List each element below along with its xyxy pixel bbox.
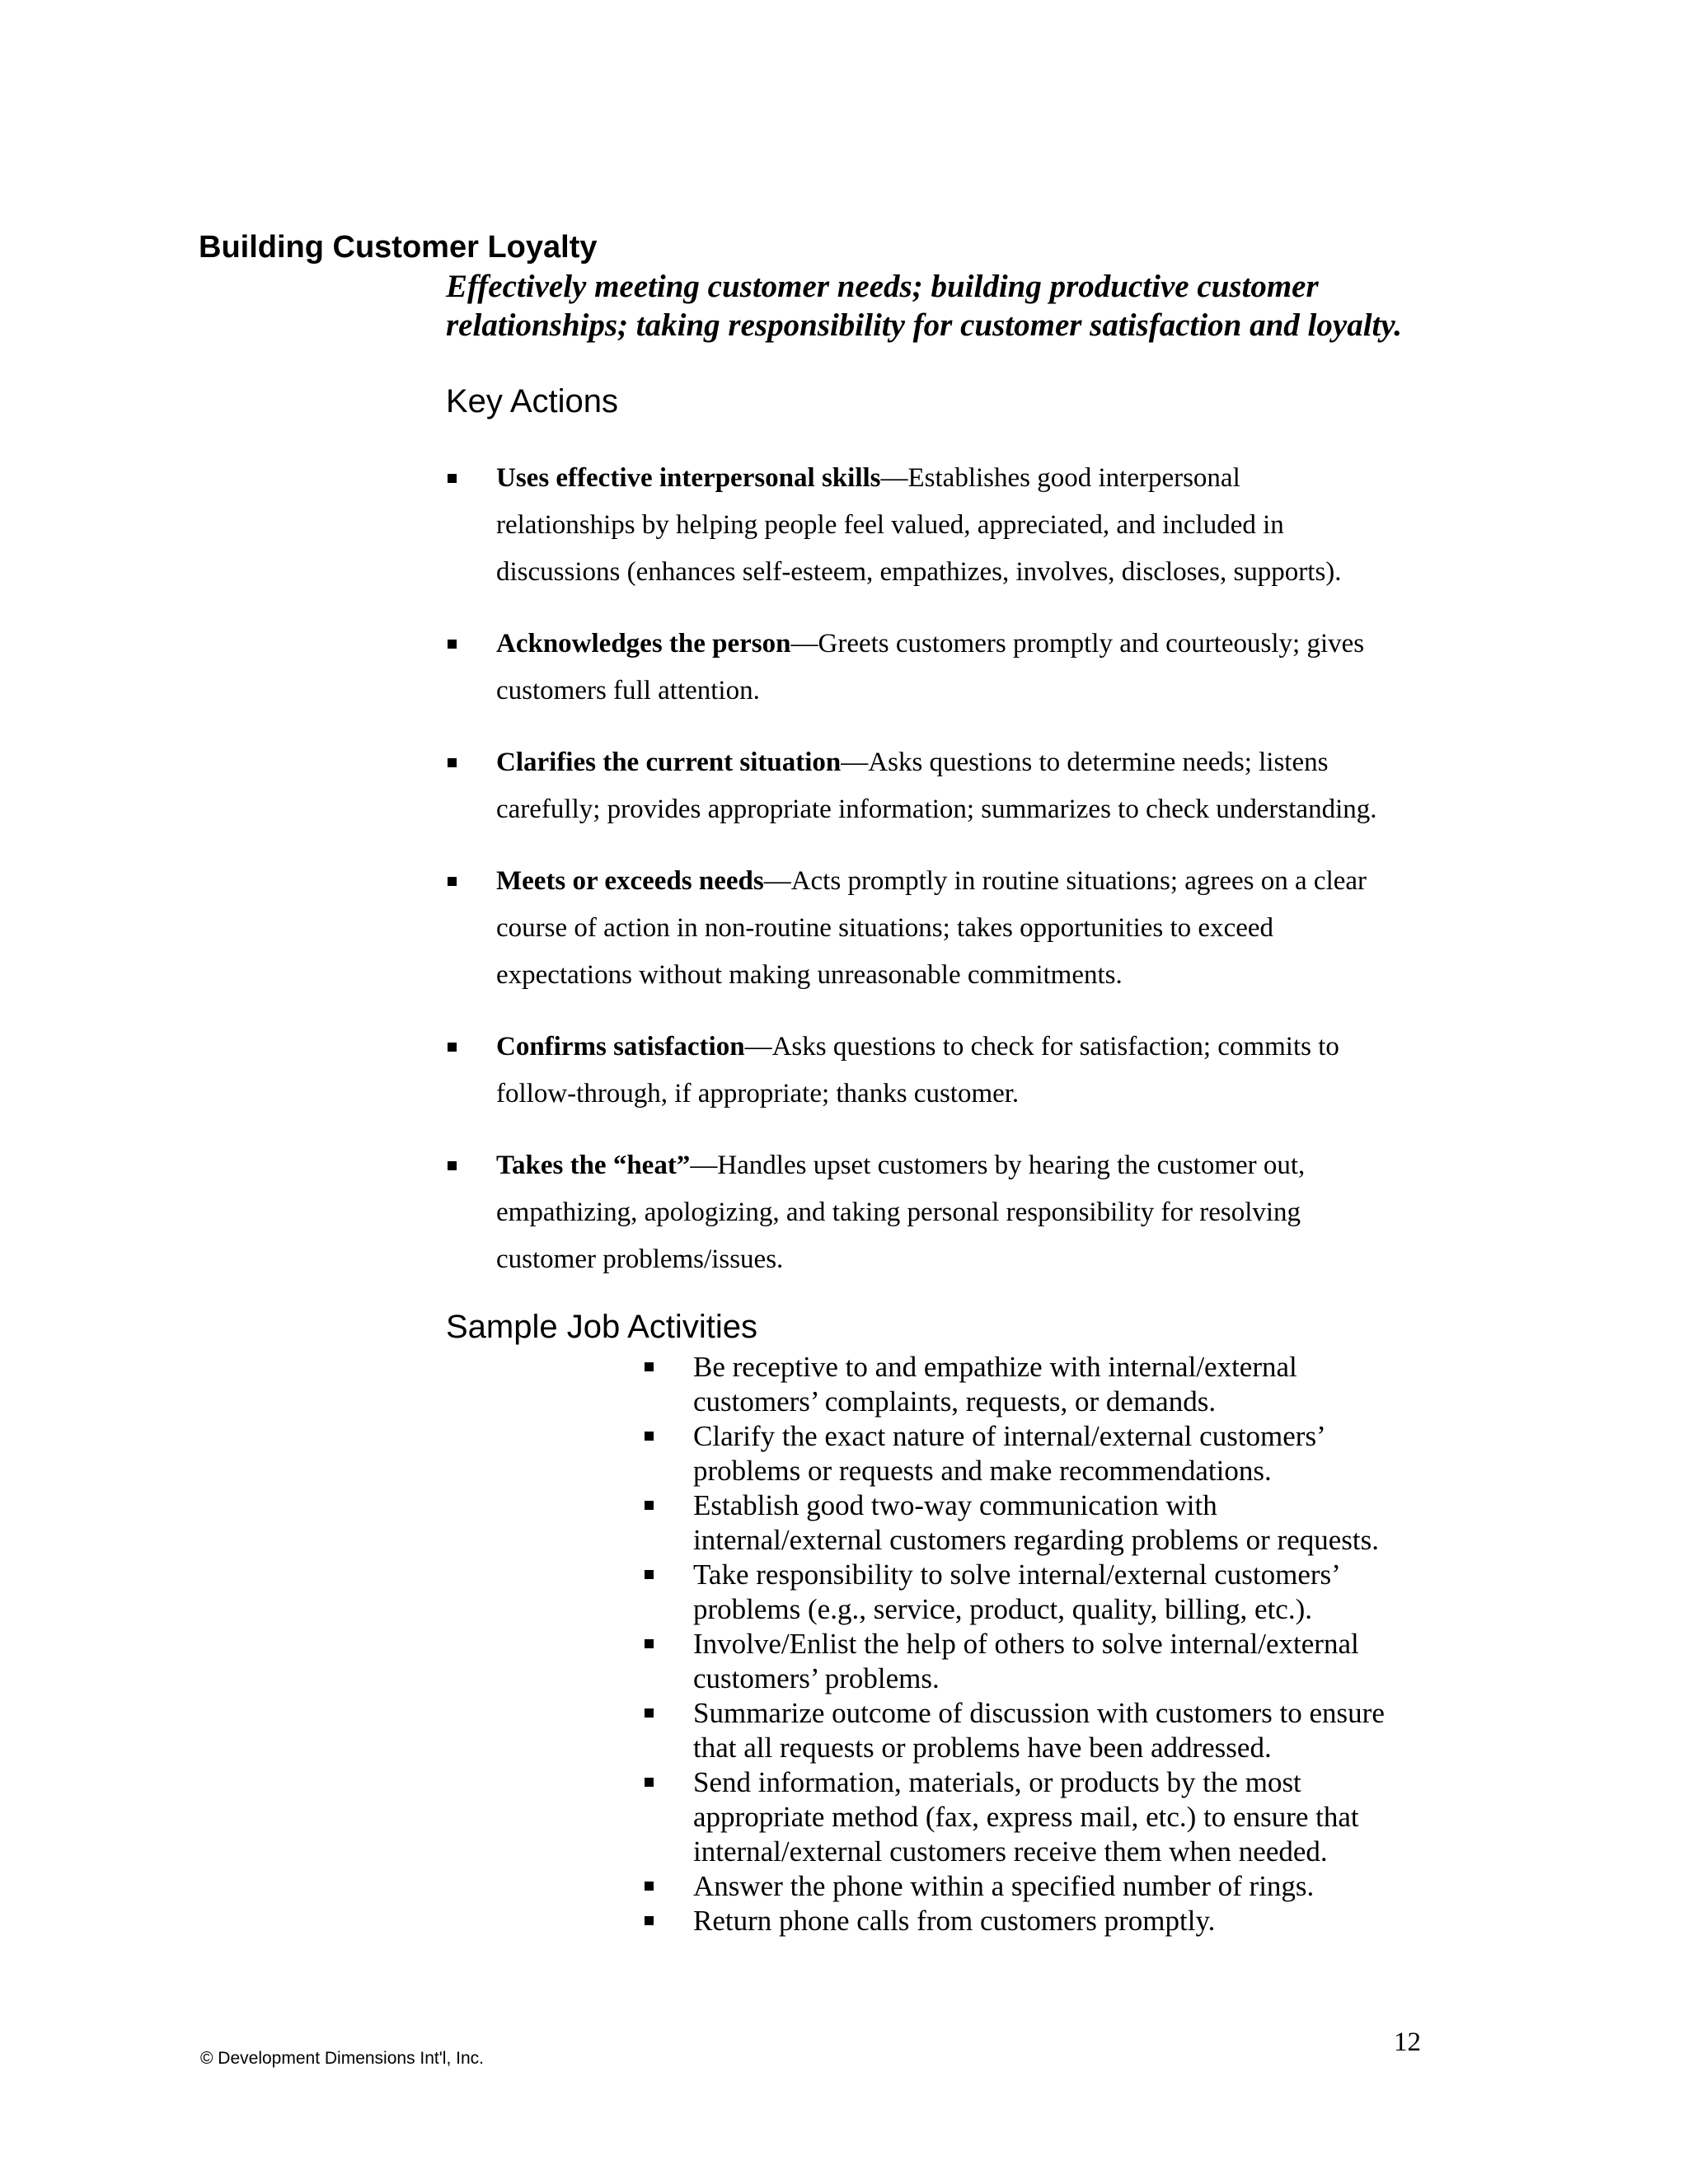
key-action-line bbox=[496, 621, 1476, 668]
activity-line: Take responsibility to solve internal/external customers’ bbox=[693, 1558, 1341, 1591]
activity-line: problems or requests and make recommendations. bbox=[693, 1455, 1272, 1487]
square-bullet-icon bbox=[645, 1778, 654, 1787]
activity-line: Send information, materials, or products by the most bbox=[693, 1766, 1301, 1798]
footer-copyright: © Development Dimensions Int'l, Inc. bbox=[200, 2049, 484, 2068]
square-bullet-icon bbox=[645, 1501, 654, 1510]
square-bullet-icon bbox=[645, 1916, 654, 1925]
key-action-term: Uses effective interpersonal skills bbox=[496, 463, 881, 493]
activity-line: Establish good two-way communication with bbox=[693, 1489, 1217, 1521]
activity-line: Summarize outcome of discussion with customers to ensure bbox=[693, 1697, 1385, 1729]
activity-line: Involve/Enlist the help of others to solve internal/external bbox=[693, 1628, 1359, 1660]
key-action-text: —Acts promptly in routine situations; agrees on a clear bbox=[763, 866, 1367, 896]
square-bullet-icon bbox=[448, 758, 457, 767]
key-action-term: Confirms satisfaction bbox=[496, 1032, 745, 1062]
activity-line: Be receptive to and empathize with internal/external bbox=[693, 1351, 1297, 1383]
activity-line: problems (e.g., service, product, quality, billing, etc.). bbox=[693, 1593, 1312, 1625]
square-bullet-icon bbox=[448, 640, 457, 649]
activity-item bbox=[645, 1904, 1469, 1938]
activity-item bbox=[645, 1350, 1469, 1419]
square-bullet-icon bbox=[448, 1043, 457, 1052]
key-action-line: relationships by helping people feel valued, appreciated, and included in bbox=[496, 510, 1284, 540]
key-action-item bbox=[446, 1024, 1476, 1118]
square-bullet-icon bbox=[645, 1570, 654, 1579]
key-action-line: empathizing, apologizing, and taking personal responsibility for resolving bbox=[496, 1197, 1301, 1227]
key-action-line: customer problems/issues. bbox=[496, 1244, 784, 1274]
key-action-text: —Greets customers promptly and courteously; gives bbox=[790, 629, 1365, 658]
key-action-text: —Asks questions to determine needs; listens bbox=[841, 748, 1329, 777]
key-action-item bbox=[446, 455, 1476, 596]
activity-line: appropriate method (fax, express mail, etc.) to ensure that bbox=[693, 1801, 1359, 1833]
key-action-text: —Establishes good interpersonal bbox=[880, 463, 1240, 493]
key-action-item bbox=[446, 621, 1476, 715]
activity-line: internal/external customers regarding problems or requests. bbox=[693, 1524, 1379, 1556]
competency-definition bbox=[446, 267, 1460, 344]
key-actions-heading: Key Actions bbox=[446, 383, 619, 419]
key-action-line: carefully; provides appropriate information; summarizes to check understanding. bbox=[496, 794, 1377, 824]
activity-item bbox=[645, 1558, 1469, 1627]
page-title: Building Customer Loyalty bbox=[199, 230, 598, 265]
square-bullet-icon bbox=[645, 1362, 654, 1371]
key-action-line bbox=[496, 455, 1476, 502]
square-bullet-icon bbox=[448, 877, 457, 886]
activity-item bbox=[645, 1696, 1469, 1765]
activity-line: customers’ problems. bbox=[693, 1662, 940, 1694]
key-action-line: discussions (enhances self-esteem, empathizes, involves, discloses, supports). bbox=[496, 557, 1342, 587]
activity-item bbox=[645, 1488, 1469, 1558]
definition-line: Effectively meeting customer needs; building productive customer bbox=[446, 269, 1319, 304]
key-action-text: —Handles upset customers by hearing the customer out, bbox=[690, 1151, 1306, 1180]
activity-line: Answer the phone within a specified number of rings. bbox=[693, 1870, 1315, 1902]
key-action-term: Takes the “heat” bbox=[496, 1151, 691, 1180]
sample-job-activities-list bbox=[645, 1350, 1469, 1938]
square-bullet-icon bbox=[645, 1708, 654, 1718]
activity-line: customers’ complaints, requests, or demands. bbox=[693, 1385, 1217, 1418]
square-bullet-icon bbox=[645, 1882, 654, 1891]
activity-item bbox=[645, 1627, 1469, 1696]
key-action-line bbox=[496, 858, 1476, 905]
key-actions-list bbox=[446, 455, 1476, 1308]
activity-line: that all requests or problems have been addressed. bbox=[693, 1732, 1272, 1764]
sample-job-activities-heading: Sample Job Activities bbox=[446, 1309, 757, 1345]
square-bullet-icon bbox=[448, 1161, 457, 1170]
activity-line: Clarify the exact nature of internal/external customers’ bbox=[693, 1420, 1326, 1452]
key-action-line: customers full attention. bbox=[496, 676, 760, 705]
key-action-term: Clarifies the current situation bbox=[496, 748, 842, 777]
key-action-line bbox=[496, 739, 1476, 786]
key-action-term: Meets or exceeds needs bbox=[496, 866, 764, 896]
key-action-line: expectations without making unreasonable commitments. bbox=[496, 960, 1123, 990]
key-action-item bbox=[446, 739, 1476, 833]
activity-line: Return phone calls from customers promptly. bbox=[693, 1905, 1216, 1937]
definition-line: relationships; taking responsibility for customer satisfaction and loyalty. bbox=[446, 307, 1402, 343]
square-bullet-icon bbox=[645, 1432, 654, 1441]
activity-item bbox=[645, 1419, 1469, 1488]
key-action-text: —Asks questions to check for satisfaction; commits to bbox=[744, 1032, 1339, 1062]
activity-item bbox=[645, 1869, 1469, 1904]
key-action-item bbox=[446, 1142, 1476, 1283]
key-action-line bbox=[496, 1024, 1476, 1071]
square-bullet-icon bbox=[448, 474, 457, 483]
key-action-line: course of action in non-routine situations; takes opportunities to exceed bbox=[496, 913, 1274, 943]
key-action-line bbox=[496, 1142, 1476, 1189]
key-action-line: follow-through, if appropriate; thanks customer. bbox=[496, 1079, 1020, 1108]
page-number: 12 bbox=[1394, 2027, 1421, 2057]
key-action-item bbox=[446, 858, 1476, 999]
activity-item bbox=[645, 1765, 1469, 1869]
square-bullet-icon bbox=[645, 1639, 654, 1648]
key-action-term: Acknowledges the person bbox=[496, 629, 791, 658]
activity-line: internal/external customers receive them when needed. bbox=[693, 1835, 1328, 1868]
